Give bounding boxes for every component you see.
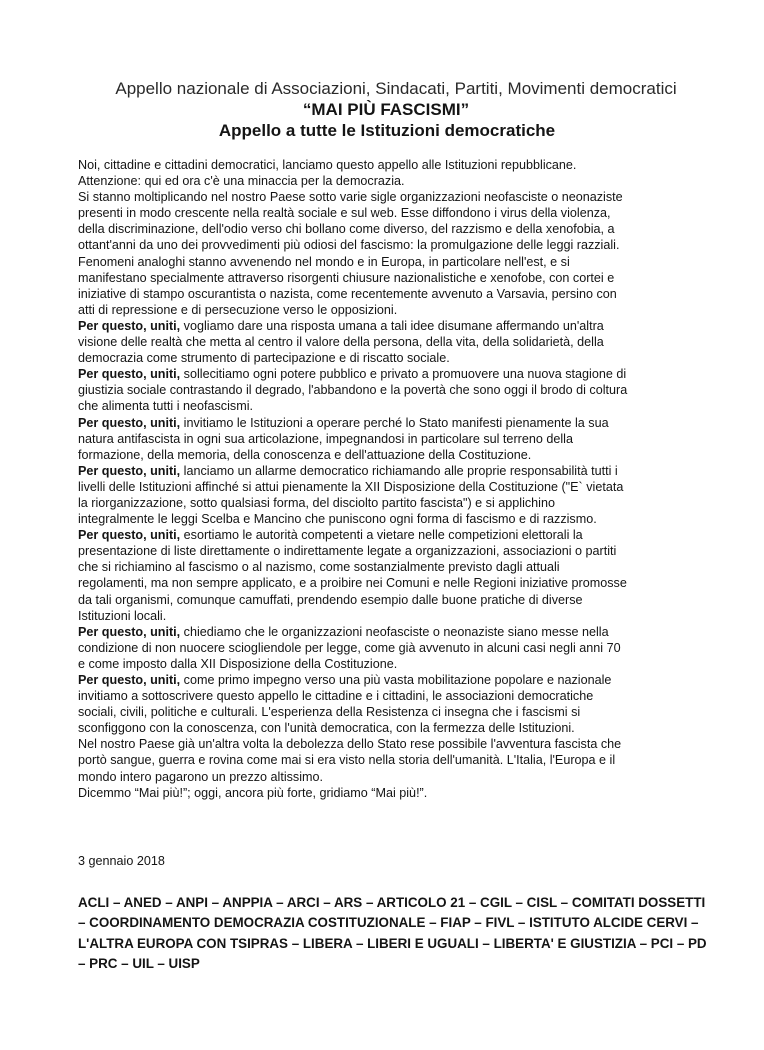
paragraph-text: invitiamo le Istituzioni a operare perché lo Stato manifesti pienamente la sua natura antifascista in ogni sua articolazione, impegnandosi in particolare sul terreno della formazione, della memoria, della conoscenza e dell'attuazione della Costituzione. <box>78 415 609 462</box>
paragraph-text: esortiamo le autorità competenti a vietare nelle competizioni elettorali la presentazione di liste direttamente o indirettamente legate a organizzazioni, associazioni o partiti che si richiamino al fascismo o al nazismo, come sostanzialmente previsto dagli attuali regolamenti, ma non sempre applicato, e a proibire nei Comuni e nelle Regioni iniziative promosse da tali organismi, comunque camuffati, prendendo esempio dalle buone pratiche di diverse Istituzioni locali. <box>78 528 627 623</box>
paragraph-lead: Per questo, uniti, <box>78 367 181 382</box>
appeal-body <box>78 157 718 801</box>
intro-paragraph: Noi, cittadine e cittadini democratici, lanciamo questo appello alle Istituzioni repubblicane. Attenzione: qui ed ora c'è una minaccia per la democrazia. Si stanno moltiplicando nel nostro Paese sotto varie sigle organizzazioni neofasciste o neonaziste presenti in modo crescente nella realtà sociale e sul web. Esse diffondono i virus della violenza, della discriminazione, dell'odio verso chi bollano come diverso, del razzismo e della xenofobia, a ottant'anni da uno dei provvedimenti più odiosi del fascismo: la promulgazione delle leggi razziali. Fenomeni analoghi stanno avvenendo nel mondo e in Europa, in particolare nell'est, e si manifestano specialmente attraverso risorgenti chiusure nazionalistiche e xenofobe, con cortei e iniziative di stampo oscurantista o nazista, come recentemente avvenuto a Varsavia, persino con atti di repressione e di persecuzione verso le opposizioni. <box>78 158 623 317</box>
paragraph-text: vogliamo dare una risposta umana a tali idee disumane affermando un'altra visione delle realtà che metta al centro il valore della persona, della vita, della solidarietà, della democrazia come strumento di partecipazione e di riscatto sociale. <box>78 318 604 366</box>
header-subtitle: Appello nazionale di Associazioni, Sindacati, Partiti, Movimenti democratici <box>115 79 677 98</box>
paragraph-5 <box>78 527 718 624</box>
paragraph-lead: Per questo, uniti, <box>78 415 181 430</box>
paragraph-lead: Per questo, uniti, <box>78 463 181 478</box>
paragraph-text: come primo impegno verso una più vasta mobilitazione popolare e nazionale invitiamo a sottoscrivere questo appello le cittadine e i cittadini, le associazioni democratiche sociali, civili, politiche e culturali. L'esperienza della Resistenza ci insegna che i fascismi si sconfiggono con la conoscenza, con l'unità democratica, con la fermezza delle Istituzioni. <box>78 673 612 736</box>
paragraph-3 <box>78 415 718 463</box>
document-heading: Appello a tutte le Istituzioni democratiche <box>218 121 556 140</box>
paragraph-lead: Per questo, uniti, <box>78 528 181 543</box>
document-date: 3 gennaio 2018 <box>78 854 165 868</box>
paragraph-lead: Per questo, uniti, <box>78 624 181 639</box>
paragraph-2 <box>78 366 718 414</box>
paragraph-4 <box>78 463 718 527</box>
paragraph-1 <box>78 318 718 366</box>
document-header <box>0 78 764 142</box>
signatories-list: ACLI – ANED – ANPI – ANPPIA – ARCI – ARS – ARTICOLO 21 – CGIL – CISL – COMITATI DOSSETTI – COORDINAMENTO DEMOCRAZIA COSTITUZIONALE – FIAP – FIVL – ISTITUTO ALCIDE CERVI – L'ALTRA EUROPA CON TSIPRAS – LIBERA – LIBERI E UGUALI – LIBERTA' E GIUSTIZIA – PCI – PD – PRC – UIL – UISP <box>78 895 707 971</box>
paragraph-text: lanciamo un allarme democratico richiamando alle proprie responsabilità tutti i livelli delle Istituzioni affinché si attui pienamente la XII Disposizione della Costituzione ("E` vietata la riorganizzazione, sotto qualsiasi forma, del disciolto partito fascista") e si applichino integralmente le leggi Scelba e Mancino che puniscono ogni forma di fascismo e di razzismo. <box>78 463 624 527</box>
document-title: “MAI PIÙ FASCISMI” <box>302 100 470 119</box>
paragraph-lead: Per questo, uniti, <box>78 318 181 333</box>
paragraph-6 <box>78 624 718 672</box>
paragraph-text: chiediamo che le organizzazioni neofasciste o neonaziste siano messe nella condizione di non nuocere sciogliendole per legge, come già avvenuto in alcuni casi negli anni 70 e come imposto dalla XII Disposizione della Costituzione. <box>78 624 621 671</box>
closing-paragraph: Nel nostro Paese già un'altra volta la debolezza dello Stato rese possibile l'avventura fascista che portò sangue, guerra e rovina come mai si era visto nella storia dell'umanità. L'Italia, l'Europa e il mondo intero pagarono un prezzo altissimo. Dicemmo “Mai più!”; oggi, ancora più forte, gridiamo “Mai più!”. <box>78 737 622 800</box>
paragraph-lead: Per questo, uniti, <box>78 673 181 687</box>
paragraph-7 <box>78 672 718 736</box>
paragraph-text: sollecitiamo ogni potere pubblico e privato a promuovere una nuova stagione di giustizia sociale contrastando il degrado, l'abbandono e la povertà che sono oggi il brodo di coltura che alimenta tutti i neofascismi. <box>78 367 628 414</box>
